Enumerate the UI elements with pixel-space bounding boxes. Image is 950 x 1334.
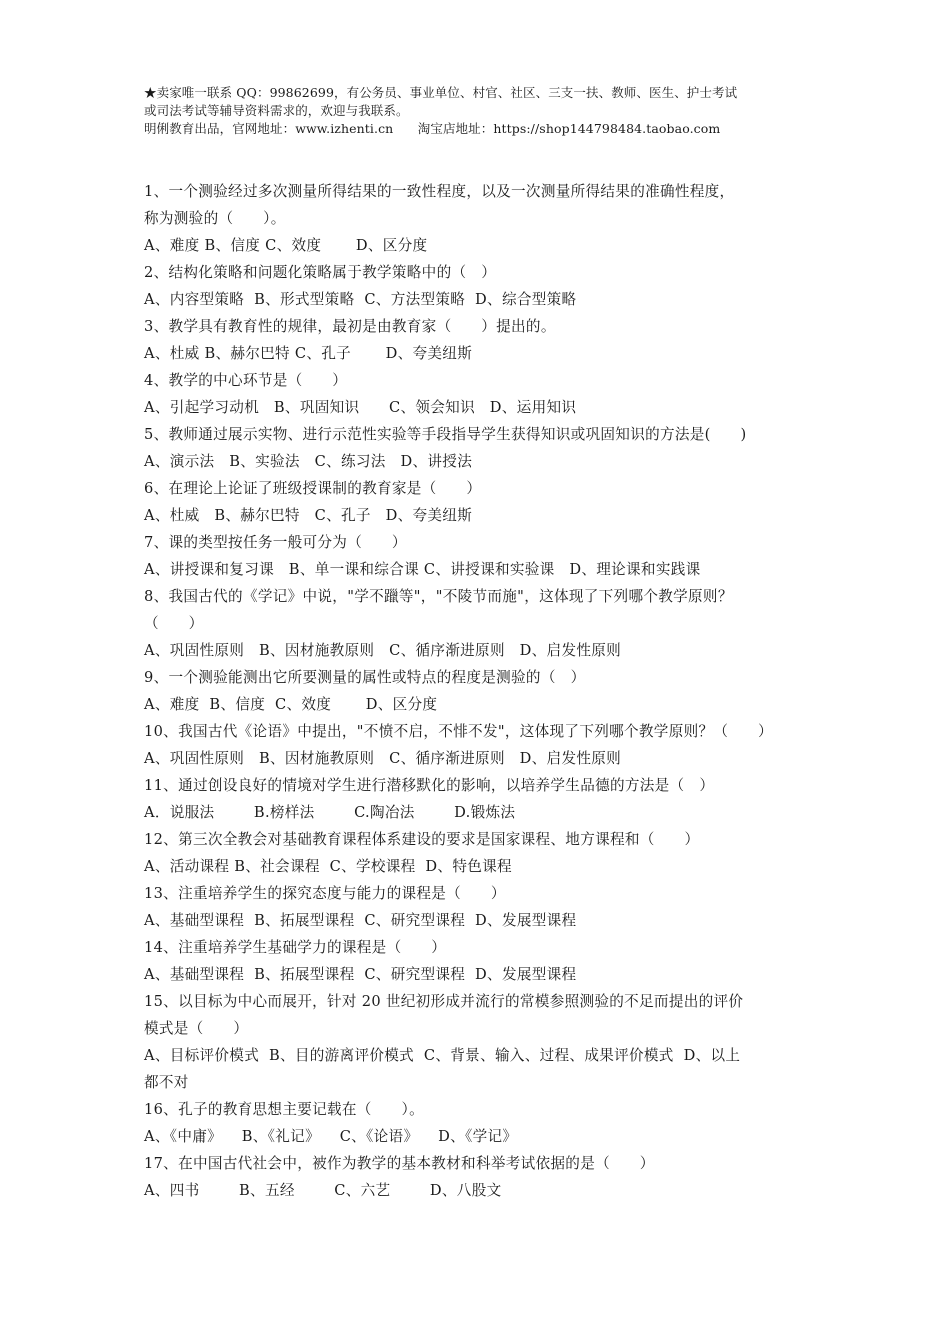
question-options: A、《中庸》 B、《礼记》 C、《论语》 D、《学记》 xyxy=(144,1128,518,1145)
question-options: A、活动课程 B、社会课程 C、学校课程 D、特色课程 xyxy=(144,858,512,875)
question-options: A、巩固性原则 B、因材施教原则 C、循序渐进原则 D、启发性原则 xyxy=(144,642,622,659)
question-item xyxy=(144,1096,804,1150)
question-stem: 7、课的类型按任务一般可分为（ ） xyxy=(144,534,407,551)
header-contact-line: ★卖家唯一联系 QQ：99862699，有公务员、事业单位、村官、社区、三支一扶、教师、医生、护士考试 xyxy=(144,85,738,100)
question-options: A、讲授课和复习课 B、单一课和综合课 C、讲授课和实验课 D、理论课和实践课 xyxy=(144,561,701,578)
question-stem: 模式是（ ） xyxy=(144,1020,249,1037)
question-stem: 12、第三次全教会对基础教育课程体系建设的要求是国家课程、地方课程和（ ） xyxy=(144,831,700,848)
question-item xyxy=(144,880,804,934)
question-options: A、内容型策略 B、形式型策略 C、方法型策略 D、综合型策略 xyxy=(144,291,577,308)
question-options: A、目标评价模式 B、目的游离评价模式 C、背景、输入、过程、成果评价模式 D、以上 xyxy=(144,1047,741,1064)
question-options: A、引起学习动机 B、巩固知识 C、领会知识 D、运用知识 xyxy=(144,399,577,416)
question-stem: 1、一个测验经过多次测量所得结果的一致性程度，以及一次测量所得结果的准确性程度， xyxy=(144,183,735,200)
question-stem: 2、结构化策略和问题化策略属于教学策略中的（ ） xyxy=(144,264,497,281)
question-options: A、演示法 B、实验法 C、练习法 D、讲授法 xyxy=(144,453,473,470)
question-stem: 10、我国古代《论语》中提出，"不愤不启，不悱不发"，这体现了下列哪个教学原则？（ ） xyxy=(144,723,773,740)
question-item xyxy=(144,583,804,664)
question-stem: 8、我国古代的《学记》中说，"学不躐等"，"不陵节而施"，这体现了下列哪个教学原则？ xyxy=(144,588,733,605)
question-options: A、基础型课程 B、拓展型课程 C、研究型课程 D、发展型课程 xyxy=(144,912,577,929)
question-options: A、四书 B、五经 C、六艺 D、八股文 xyxy=(144,1182,502,1199)
question-options: A、难度 B、信度 C、效度 D、区分度 xyxy=(144,696,438,713)
question-item xyxy=(144,367,804,421)
question-item xyxy=(144,313,804,367)
question-stem: （ ） xyxy=(144,615,204,632)
question-stem: 13、注重培养学生的探究态度与能力的课程是（ ） xyxy=(144,885,506,902)
question-stem: 16、孔子的教育思想主要记载在（ ）。 xyxy=(144,1101,424,1118)
question-stem: 11、通过创设良好的情境对学生进行潜移默化的影响，以培养学生品德的方法是（ ） xyxy=(144,777,715,794)
question-stem: 称为测验的（ ）。 xyxy=(144,210,286,227)
question-options: A、难度 B、信度 C、效度 D、区分度 xyxy=(144,237,428,254)
question-item xyxy=(144,718,804,772)
question-item xyxy=(144,988,804,1096)
question-options: A、杜威 B、赫尔巴特 C、孔子 D、夸美纽斯 xyxy=(144,507,473,524)
question-item xyxy=(144,475,804,529)
question-options: A、基础型课程 B、拓展型课程 C、研究型课程 D、发展型课程 xyxy=(144,966,577,983)
question-item xyxy=(144,664,804,718)
header-contact-line-2: 或司法考试等辅导资料需求的，欢迎与我联系。 xyxy=(144,103,409,118)
question-item xyxy=(144,826,804,880)
document-page xyxy=(144,84,804,1204)
question-stem: 9、一个测验能测出它所要测量的属性或特点的程度是测验的（ ） xyxy=(144,669,586,686)
question-stem: 17、在中国古代社会中，被作为教学的基本教材和科举考试依据的是（ ） xyxy=(144,1155,655,1172)
question-list xyxy=(144,178,804,1204)
question-stem: 6、在理论上论证了班级授课制的教育家是（ ） xyxy=(144,480,482,497)
question-options: A、杜威 B、赫尔巴特 C、孔子 D、夸美纽斯 xyxy=(144,345,473,362)
header-site-line: 明俐教育出品，官网地址：www.izhenti.cn 淘宝店地址：https://shop144798484.taobao.com xyxy=(144,121,721,136)
question-stem: 5、教师通过展示实物、进行示范性实验等手段指导学生获得知识或巩固知识的方法是( ) xyxy=(144,426,747,443)
question-options: A．说服法 B.榜样法 C.陶冶法 D.锻炼法 xyxy=(144,804,516,821)
question-stem: 4、教学的中心环节是（ ） xyxy=(144,372,348,389)
question-item xyxy=(144,934,804,988)
question-item xyxy=(144,421,804,475)
question-options: A、巩固性原则 B、因材施教原则 C、循序渐进原则 D、启发性原则 xyxy=(144,750,622,767)
question-item xyxy=(144,1150,804,1204)
question-item xyxy=(144,178,804,259)
question-stem: 3、教学具有教育性的规律，最初是由教育家（ ）提出的。 xyxy=(144,318,556,335)
question-stem: 15、以目标为中心而展开，针对 20 世纪初形成并流行的常模参照测验的不足而提出的评价 xyxy=(144,993,744,1010)
question-item xyxy=(144,259,804,313)
seller-header xyxy=(144,84,804,138)
question-options-cont: 都不对 xyxy=(144,1074,189,1091)
question-item xyxy=(144,529,804,583)
question-item xyxy=(144,772,804,826)
question-stem: 14、注重培养学生基础学力的课程是（ ） xyxy=(144,939,447,956)
